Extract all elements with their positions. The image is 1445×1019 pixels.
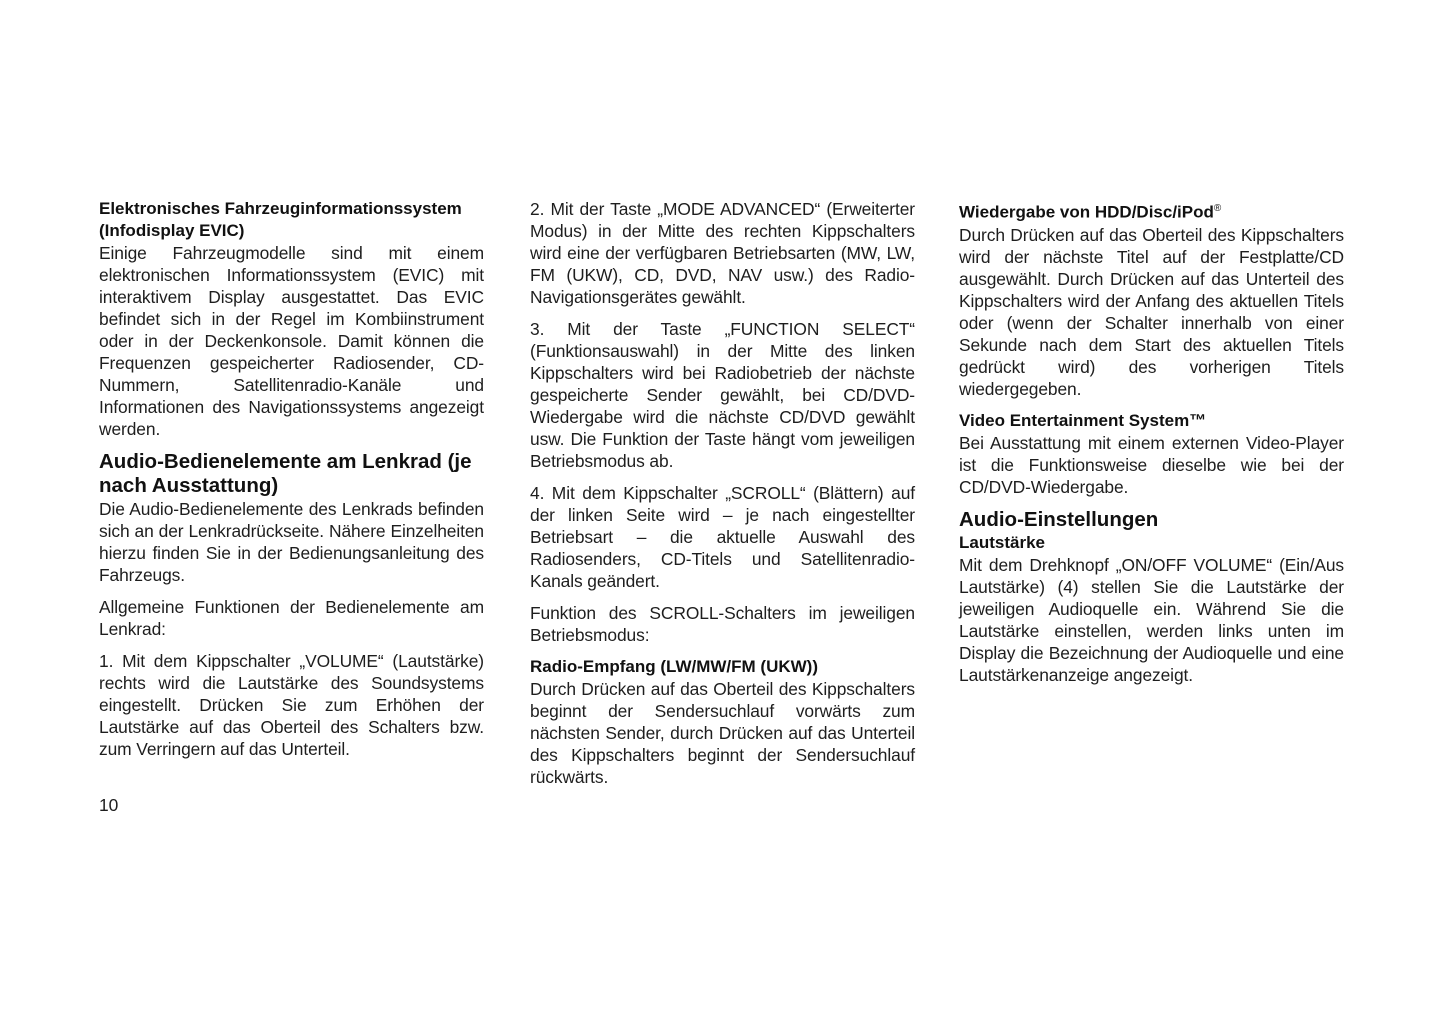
text: Durch Drücken auf das Oberteil des Kippschalters beginnt der Sendersuchlauf vorwärts zum nächsten Sender, durch Drücken auf das Unterteil des Kippschalters beginnt der Sendersuchlauf rückwärts.	[530, 679, 915, 787]
text: 2. Mit der Taste „MODE ADVANCED“ (Erweiterter Modus) in der Mitte des rechten Kippschalters wird eine der verfügbaren Betriebsarten (MW, LW, FM (UKW), CD, DVD, NAV usw.) des Radio-Navigationsgerätes gewählt.	[530, 199, 915, 307]
paragraph	[959, 554, 1344, 686]
text: Wiedergabe von HDD/Disc/iPod	[959, 202, 1214, 222]
registered-mark: ®	[1213, 203, 1222, 214]
text: Audio-Einstellungen	[959, 507, 1159, 531]
paragraph	[959, 432, 1344, 498]
text: Elektronisches Fahrzeuginformationssystem (Infodisplay EVIC)	[99, 199, 462, 240]
right-column	[959, 198, 1344, 696]
paragraph	[959, 224, 1344, 400]
paragraph	[530, 318, 915, 472]
paragraph	[530, 602, 915, 646]
paragraph	[530, 482, 915, 592]
text: Allgemeine Funktionen der Bedienelemente am Lenkrad:	[99, 597, 484, 639]
paragraph	[530, 198, 915, 308]
paragraph	[99, 498, 484, 586]
text: 3. Mit der Taste „FUNCTION SELECT“ (Funktionsauswahl) in der Mitte des linken Kippschalters wird bei Radiobetrieb der nächste gespeicherte Sender gewählt, bei CD/DVD-Wiedergabe wird die nächste CD/DVD gewählt usw. Die Funktion der Taste hängt vom jeweiligen Betriebsmodus ab.	[530, 319, 915, 471]
text: Radio-Empfang (LW/MW/FM (UKW))	[530, 657, 818, 676]
subheading	[530, 656, 915, 678]
paragraph	[530, 678, 915, 788]
text: 4. Mit dem Kippschalter „SCROLL“ (Blättern) auf der linken Seite wird – je nach eingestellter Betriebsart – die aktuelle Auswahl des Radiosenders, CD-Titels und Satellitenradio-Kanals geändert.	[530, 483, 915, 591]
paragraph	[99, 596, 484, 640]
text: Bei Ausstattung mit einem externen Video-Player ist die Funktionsweise dieselbe wie bei der CD/DVD-Wiedergabe.	[959, 432, 1344, 497]
text: Video Entertainment System™	[959, 410, 1207, 430]
section-heading	[959, 508, 1344, 532]
subheading	[959, 532, 1344, 554]
middle-column	[530, 198, 915, 798]
paragraph	[99, 242, 484, 440]
paragraph	[99, 650, 484, 760]
subheading	[959, 410, 1344, 432]
section-heading	[99, 450, 484, 498]
text: Mit dem Drehknopf „ON/OFF VOLUME“ (Ein/Aus Lautstärke) (4) stellen Sie die Lautstärke der jeweiligen Audioquelle ein. Während Sie die Lautstärke einstellen, werden links unten im Display die Bezeichnung der Audioquelle und eine Lautstärkenanzeige angezeigt.	[959, 554, 1344, 685]
text: Die Audio-Bedienelemente des Lenkrads befinden sich an der Lenkradrückseite. Nähere Einzelheiten hierzu finden Sie in der Bedienungsanleitung des Fahrzeugs.	[99, 499, 484, 585]
text: 1. Mit dem Kippschalter „VOLUME“ (Lautstärke) rechts wird die Lautstärke des Soundsystems eingestellt. Drücken Sie zum Erhöhen der Lautstärke auf das Oberteil des Schalters bzw. zum Verringern auf das Unterteil.	[99, 651, 484, 759]
text: Lautstärke	[959, 532, 1045, 552]
text: Durch Drücken auf das Oberteil des Kippschalters wird der nächste Titel auf der Festplatte/CD ausgewählt. Durch Drücken auf das Unterteil des Kippschalters wird der Anfang des aktuellen Titels oder (wenn der Schalter innerhalb von einer Sekunde nach dem Start des aktuellen Titels gedrückt wird) des vorherigen Titels wiedergegeben.	[959, 224, 1344, 399]
text: Einige Fahrzeugmodelle sind mit einem elektronischen Informationssystem (EVIC) mit interaktivem Display ausgestattet. Das EVIC befindet sich in der Regel im Kombiinstrument oder in der Deckenkonsole. Damit können die Frequenzen gespeicherter Radiosender, CD-Nummern, Satellitenradio-Kanäle und Informationen des Navigationssystems angezeigt werden.	[99, 243, 484, 439]
subheading	[99, 198, 484, 242]
page-number: 10	[99, 795, 119, 815]
text: Audio-Bedienelemente am Lenkrad (je nach Ausstattung)	[99, 450, 472, 497]
text: Funktion des SCROLL-Schalters im jeweiligen Betriebsmodus:	[530, 603, 915, 645]
subheading	[959, 198, 1344, 224]
left-column	[99, 198, 484, 770]
